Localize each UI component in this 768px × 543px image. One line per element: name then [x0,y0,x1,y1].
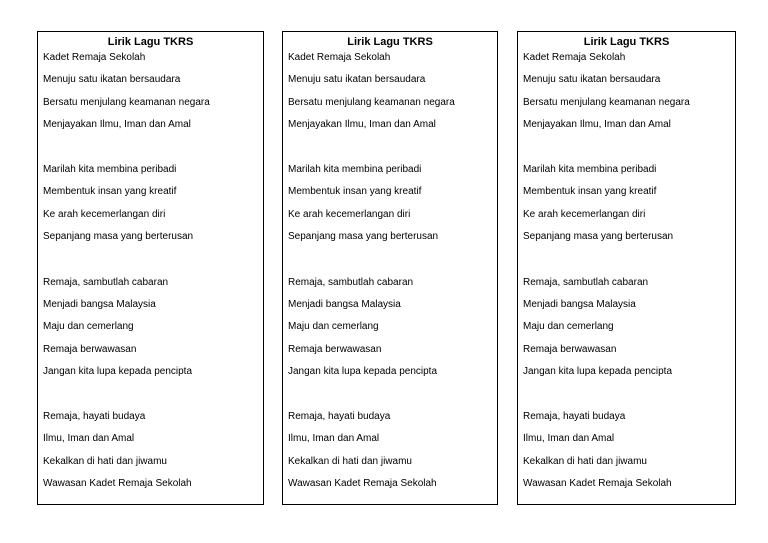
lyric-line: Remaja, hayati budaya [288,411,391,422]
lyric-line: Maju dan cemerlang [43,321,134,332]
lyric-line: Ilmu, Iman dan Amal [43,433,135,444]
lyric-line: Kekalkan di hati dan jiwamu [43,456,167,467]
lyric-line: Wawasan Kadet Remaja Sekolah [43,478,192,489]
lyric-line: Menuju satu ikatan bersaudara [288,74,426,85]
lyric-line: Wawasan Kadet Remaja Sekolah [288,478,437,489]
lyric-line: Remaja berwawasan [288,344,382,355]
lyric-line: Jangan kita lupa kepada pencipta [288,366,438,377]
lyric-line: Ilmu, Iman dan Amal [523,433,615,444]
lyric-line: Marilah kita membina peribadi [43,164,177,175]
lyric-line: Membentuk insan yang kreatif [288,186,422,197]
lyrics-title: Lirik Lagu TKRS [107,36,194,48]
lyric-line: Ilmu, Iman dan Amal [288,433,380,444]
lyric-line: Sepanjang masa yang berterusan [288,231,439,242]
lyric-line: Remaja berwawasan [43,344,137,355]
lyric-line: Menjadi bangsa Malaysia [288,299,401,310]
lyric-line: Sepanjang masa yang berterusan [523,231,674,242]
lyric-line: Menjadi bangsa Malaysia [43,299,156,310]
lyric-line: Remaja, sambutlah cabaran [43,277,169,288]
lyric-line: Menuju satu ikatan bersaudara [43,74,181,85]
lyric-line: Membentuk insan yang kreatif [523,186,657,197]
lyric-line: Remaja, sambutlah cabaran [523,277,649,288]
lyric-line: Menjayakan Ilmu, Iman dan Amal [43,119,191,130]
lyric-line: Bersatu menjulang keamanan negara [523,97,690,108]
lyric-line: Jangan kita lupa kepada pencipta [43,366,193,377]
lyric-line: Bersatu menjulang keamanan negara [43,97,210,108]
lyric-line: Remaja, hayati budaya [43,411,146,422]
lyric-line: Maju dan cemerlang [523,321,614,332]
lyric-line: Kekalkan di hati dan jiwamu [288,456,412,467]
lyric-line: Marilah kita membina peribadi [288,164,422,175]
lyric-line: Menjayakan Ilmu, Iman dan Amal [523,119,671,130]
lyric-line: Kadet Remaja Sekolah [43,52,146,63]
lyric-line: Remaja, hayati budaya [523,411,626,422]
lyric-line: Remaja, sambutlah cabaran [288,277,414,288]
lyric-line: Sepanjang masa yang berterusan [43,231,194,242]
lyrics-card [282,31,498,505]
lyrics-title: Lirik Lagu TKRS [347,36,433,48]
lyric-line: Jangan kita lupa kepada pencipta [523,366,673,377]
lyric-line: Kadet Remaja Sekolah [523,52,626,63]
lyric-line: Menuju satu ikatan bersaudara [523,74,661,85]
lyric-line: Maju dan cemerlang [288,321,379,332]
lyric-line: Membentuk insan yang kreatif [43,186,177,197]
lyrics-card [37,31,264,505]
lyric-line: Kekalkan di hati dan jiwamu [523,456,647,467]
lyrics-card [517,31,736,505]
lyric-line: Bersatu menjulang keamanan negara [288,97,455,108]
lyric-line: Menjayakan Ilmu, Iman dan Amal [288,119,436,130]
lyric-line: Menjadi bangsa Malaysia [523,299,636,310]
lyric-line: Wawasan Kadet Remaja Sekolah [523,478,672,489]
lyric-line: Kadet Remaja Sekolah [288,52,391,63]
lyric-line: Ke arah kecemerlangan diri [43,209,166,220]
lyric-line: Ke arah kecemerlangan diri [288,209,411,220]
lyrics-title: Lirik Lagu TKRS [583,36,670,48]
lyric-line: Marilah kita membina peribadi [523,164,657,175]
lyric-line: Remaja berwawasan [523,344,617,355]
lyric-line: Ke arah kecemerlangan diri [523,209,646,220]
